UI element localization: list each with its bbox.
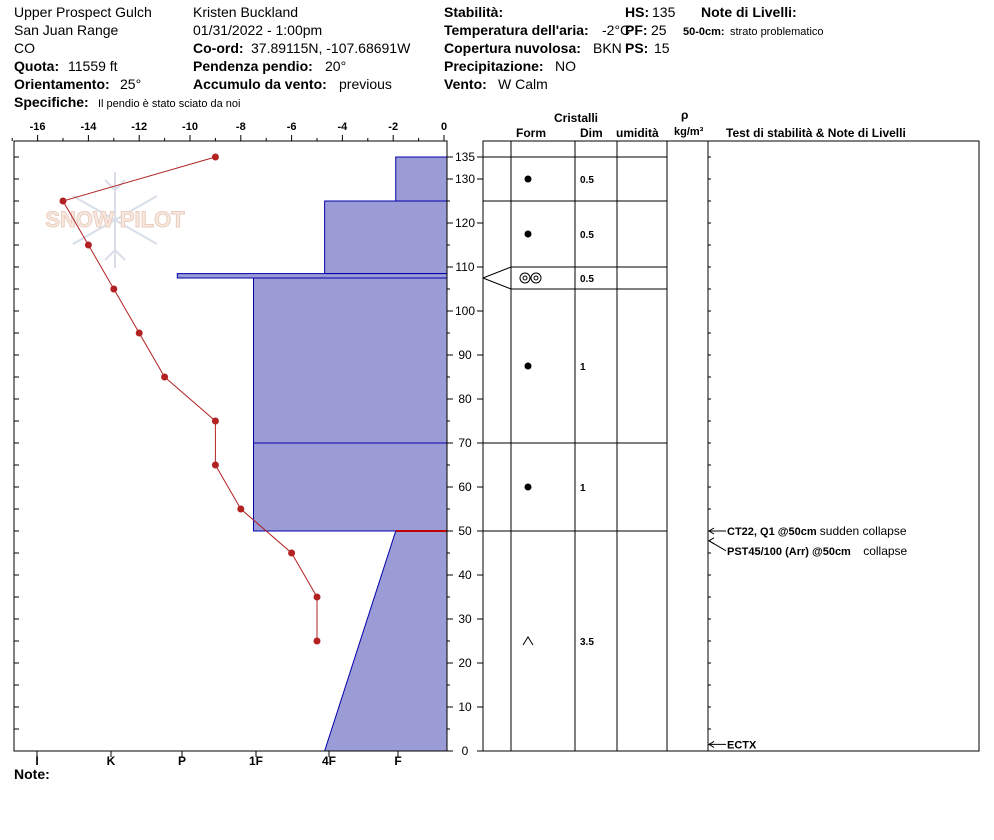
height-tick-label: 10 — [458, 700, 472, 714]
height-tick-label: 70 — [458, 436, 472, 450]
precip-value: NO — [555, 58, 576, 74]
specifics-label: Specifiche: — [14, 94, 89, 110]
aspect-label: Orientamento: — [14, 76, 110, 92]
layer-note-depth: 50-0cm: — [683, 26, 725, 38]
height-tick-label: 90 — [458, 348, 472, 362]
pf-value: 25 — [651, 22, 667, 38]
elevation-value: 11559 ft — [68, 58, 118, 74]
crystal-size: 0.5 — [580, 230, 594, 241]
notes-label: Note: — [14, 766, 50, 782]
crystal-size: 1 — [580, 483, 586, 494]
coord-label: Co-ord: — [193, 40, 244, 56]
crystal-form-caret — [523, 637, 533, 645]
moisture-header: umidità — [616, 126, 659, 140]
crystals-header: Cristalli — [554, 111, 599, 125]
layer-notes-label: Note di Livelli: — [701, 4, 797, 20]
temp-tick-label: -12 — [131, 121, 148, 133]
location: Upper Prospect Gulch — [14, 4, 152, 20]
crystal-size: 1 — [580, 362, 586, 373]
temperature-point — [161, 374, 168, 381]
temperature-point — [110, 286, 117, 293]
wind-loading-label: Accumulo da vento: — [193, 76, 327, 92]
elevation-label: Quota: — [14, 58, 60, 74]
height-tick-label: 120 — [454, 216, 476, 230]
temp-tick-label: -8 — [235, 121, 246, 133]
temp-tick-label: -4 — [337, 121, 348, 133]
height-tick-label: 100 — [454, 304, 476, 318]
hs-label: HS: — [625, 4, 650, 20]
crystal-form-ring — [520, 273, 530, 283]
test-note: sudden collapse — [819, 524, 907, 538]
ps-value: 15 — [654, 40, 670, 56]
temperature-point — [314, 594, 321, 601]
air-temp-label: Temperatura dell'aria: — [444, 22, 589, 38]
test-note: collapse — [863, 543, 908, 558]
pf-label: PF: — [625, 22, 648, 38]
hs-value: 135 — [652, 4, 676, 20]
slope-label: Pendenza pendio: — [193, 58, 313, 74]
height-tick-label: 80 — [458, 392, 472, 406]
temp-tick-label: 0 — [440, 121, 448, 133]
test-arrow — [709, 538, 714, 544]
crystal-size: 3.5 — [580, 637, 594, 648]
slope-value: 20° — [325, 58, 347, 74]
hardness-tick-label: F — [394, 754, 402, 768]
height-tick-label: 20 — [458, 656, 472, 670]
temperature-point — [60, 198, 67, 205]
air-temp-value: -2°C — [602, 22, 631, 38]
test-code: ECTX — [727, 739, 757, 752]
crystal-form-dot — [525, 363, 532, 370]
crystal-form-dot — [525, 176, 532, 183]
wind-loading-value: previous — [339, 76, 392, 92]
temperature-point — [136, 330, 143, 337]
crystal-form-dot — [525, 484, 532, 491]
tests-header: Test di stabilità & Note di Livelli — [726, 126, 906, 140]
wind-value: W Calm — [498, 76, 548, 92]
size-header: Dim — [580, 126, 603, 140]
observer: Kristen Buckland — [193, 4, 299, 20]
wind-label: Vento: — [444, 76, 487, 92]
hardness-layer-1 — [325, 201, 447, 274]
height-tick-label: 135 — [454, 150, 476, 164]
hardness-layer-5 — [325, 531, 447, 751]
density-unit-header: kg/m³ — [674, 126, 704, 138]
height-tick-label: 110 — [455, 260, 475, 274]
temp-tick-label: -2 — [388, 121, 399, 133]
crystal-form-ring — [534, 276, 538, 280]
layer-note-text: strato problematico — [730, 26, 824, 38]
crystal-size: 0.5 — [580, 175, 594, 186]
form-header: Form — [516, 126, 546, 140]
temperature-point — [85, 242, 92, 249]
cloud-label: Copertura nuvolosa: — [444, 40, 581, 56]
temperature-point — [237, 506, 244, 513]
hardness-tick-label: 4F — [321, 754, 337, 768]
height-tick-label: 40 — [458, 568, 472, 582]
hardness-layer-3 — [254, 278, 448, 443]
temperature-point — [314, 638, 321, 645]
specifics-value: Il pendio è stato sciato da noi — [98, 98, 241, 110]
test-code: CT22, Q1 @50cm — [727, 526, 817, 538]
height-tick-label: 50 — [458, 524, 472, 538]
range: San Juan Range — [14, 22, 119, 38]
height-tick-label: 130 — [454, 172, 476, 186]
temperature-point — [212, 418, 219, 425]
crystal-form-dot — [525, 231, 532, 238]
crystal-size: 0.5 — [580, 274, 594, 285]
height-tick-label: 60 — [458, 480, 472, 494]
height-tick-label: 0 — [461, 744, 469, 758]
temperature-point — [212, 154, 219, 161]
cloud-value: BKN — [593, 40, 622, 56]
precip-label: Precipitazione: — [444, 58, 544, 74]
aspect-value: 25° — [120, 76, 142, 92]
stability-label: Stabilità: — [444, 4, 504, 20]
rho-header: ρ — [681, 108, 689, 122]
temp-tick-label: -14 — [80, 121, 97, 133]
hardness-tick-label: K — [106, 754, 116, 768]
test-code: PST45/100 (Arr) @50cm — [727, 545, 851, 558]
temp-tick-label: -16 — [29, 121, 46, 133]
temperature-point — [212, 462, 219, 469]
hardness-tick-label: 1F — [248, 754, 264, 768]
hardness-tick-label: P — [177, 754, 187, 768]
hardness-layer-2 — [177, 274, 447, 278]
crystal-form-ring — [523, 276, 527, 280]
temp-tick-label: -10 — [182, 121, 198, 133]
temp-tick-label: -6 — [286, 121, 297, 133]
datetime: 01/31/2022 - 1:00pm — [193, 22, 323, 38]
height-tick-label: 30 — [458, 612, 472, 626]
hardness-layer-0 — [396, 157, 447, 201]
watermark-text: SNOW PILOT — [45, 207, 185, 232]
coord-value: 37.89115N, -107.68691W — [251, 40, 411, 56]
crystal-form-ring — [531, 273, 541, 283]
layers-table-frame — [483, 141, 979, 751]
hardness-layer-4 — [254, 443, 448, 531]
temperature-point — [288, 550, 295, 557]
state: CO — [14, 40, 35, 56]
ps-label: PS: — [625, 40, 649, 56]
hardness-tick-label: I — [35, 754, 39, 768]
